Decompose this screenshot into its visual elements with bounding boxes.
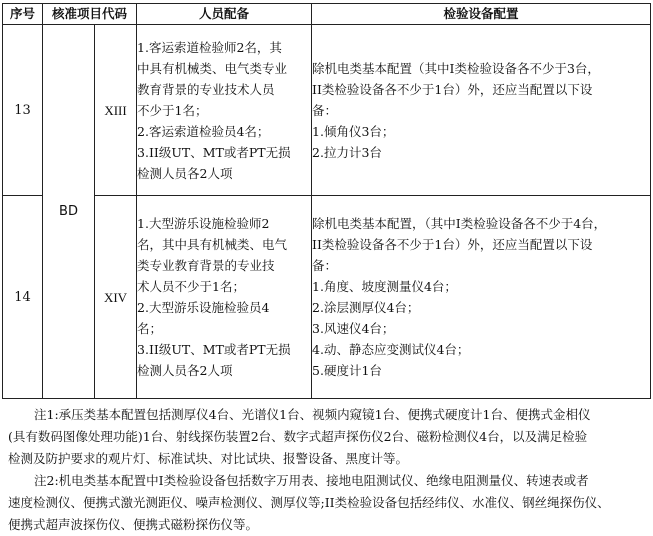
notes-section (8, 404, 648, 536)
personnel-line: 教育背景的专业技术人员 (137, 81, 275, 97)
personnel-line: 中具有机械类、电气类专业 (137, 60, 288, 76)
equipment-line: 5.硬度计1台 (312, 363, 382, 378)
personnel-line: 不少于1名； (137, 102, 208, 118)
personnel-line: 检测人员各2人项 (137, 165, 233, 181)
personnel-line: 2.客运索道检验员4名； (137, 123, 270, 139)
equipment-line: 1.角度、坡度测量仪4台； (312, 279, 457, 294)
note-1-line: 检测及防护要求的观片灯、标准试块、对比试块、报警设备、黑度计等。 (8, 451, 409, 466)
table-header-row (3, 4, 651, 25)
personnel-line: 3.II级UT、MT或者PT无损 (137, 144, 291, 160)
personnel-line: 3.II级UT、MT或者PT无损 (137, 342, 291, 357)
sub-code: XIV (95, 196, 137, 399)
header-equipment: 检验设备配置 (312, 4, 651, 25)
table-row (3, 25, 651, 196)
header-number: 序号 (3, 4, 43, 25)
note-2-line: 速度检测仪、便携式激光测距仪、噪声检测仪、测厚仪等;II类检验设备包括经纬仪、水准仪、钢丝绳探伤仪、 (8, 495, 610, 510)
personnel-line: 名； (137, 321, 163, 336)
personnel-line: 检测人员各2人项 (137, 363, 233, 378)
note-1-line: (具有数码图像处理功能)1台、射线探伤装置2台、数字式超声探伤仪2台、磁粉检测仪4台，以及满足检验 (8, 429, 588, 444)
equipment-line: 2.涂层测厚仪4台； (312, 300, 420, 315)
equipment-line: 除机电类基本配置，（其中I类检验设备各不少于4台， (312, 216, 607, 231)
row-number: 13 (3, 25, 43, 196)
note-2-line: 注2:机电类基本配置中I类检验设备包括数字万用表、接地电阻测试仪、绝缘电阻测量仪、转速表或者 (34, 473, 589, 488)
category-code: BD (43, 25, 95, 399)
personnel-cell (137, 196, 312, 399)
equipment-line: 2.拉力计3台 (312, 144, 382, 160)
equipment-cell (312, 196, 651, 399)
personnel-line: 2.大型游乐设施检验员4 (137, 300, 270, 315)
personnel-line: 1.大型游乐设施检验师2 (137, 216, 270, 231)
header-personnel: 人员配备 (137, 4, 312, 25)
equipment-line: 备： (312, 258, 338, 273)
header-project-code: 核准项目代码 (43, 4, 137, 25)
equipment-line: II类检验设备各不少于1台）外，还应当配置以下设 (312, 81, 593, 97)
equipment-line: 3.风速仪4台； (312, 321, 395, 336)
equipment-line: 备： (312, 102, 338, 118)
row-number: 14 (3, 196, 43, 399)
personnel-cell (137, 25, 312, 196)
personnel-line: 类专业教育背景的专业技 (137, 258, 275, 273)
equipment-line: 4.动、静态应变测试仪4台； (312, 342, 470, 357)
equipment-config-table (2, 3, 651, 399)
equipment-line: 1.倾角仪3台； (312, 123, 395, 139)
personnel-line: 术人员不少于1名； (137, 279, 245, 294)
equipment-line: 除机电类基本配置（其中I类检验设备各不少于3台， (312, 60, 600, 76)
equipment-cell (312, 25, 651, 196)
note-1-line: 注1:承压类基本配置包括测厚仪4台、光谱仪1台、视频内窥镜1台、便携式硬度计1台、便携式金相仪 (34, 407, 591, 422)
sub-code: XIII (95, 25, 137, 196)
personnel-line: 1.客运索道检验师2名，其 (137, 39, 282, 55)
personnel-line: 名，其中具有机械类、电气 (137, 237, 288, 252)
note-2-line: 便携式超声波探伤仪、便携式磁粉探伤仪等。 (8, 517, 259, 532)
equipment-line: II类检验设备各不少于1台）外，还应当配置以下设 (312, 237, 593, 252)
table-row (3, 196, 651, 399)
